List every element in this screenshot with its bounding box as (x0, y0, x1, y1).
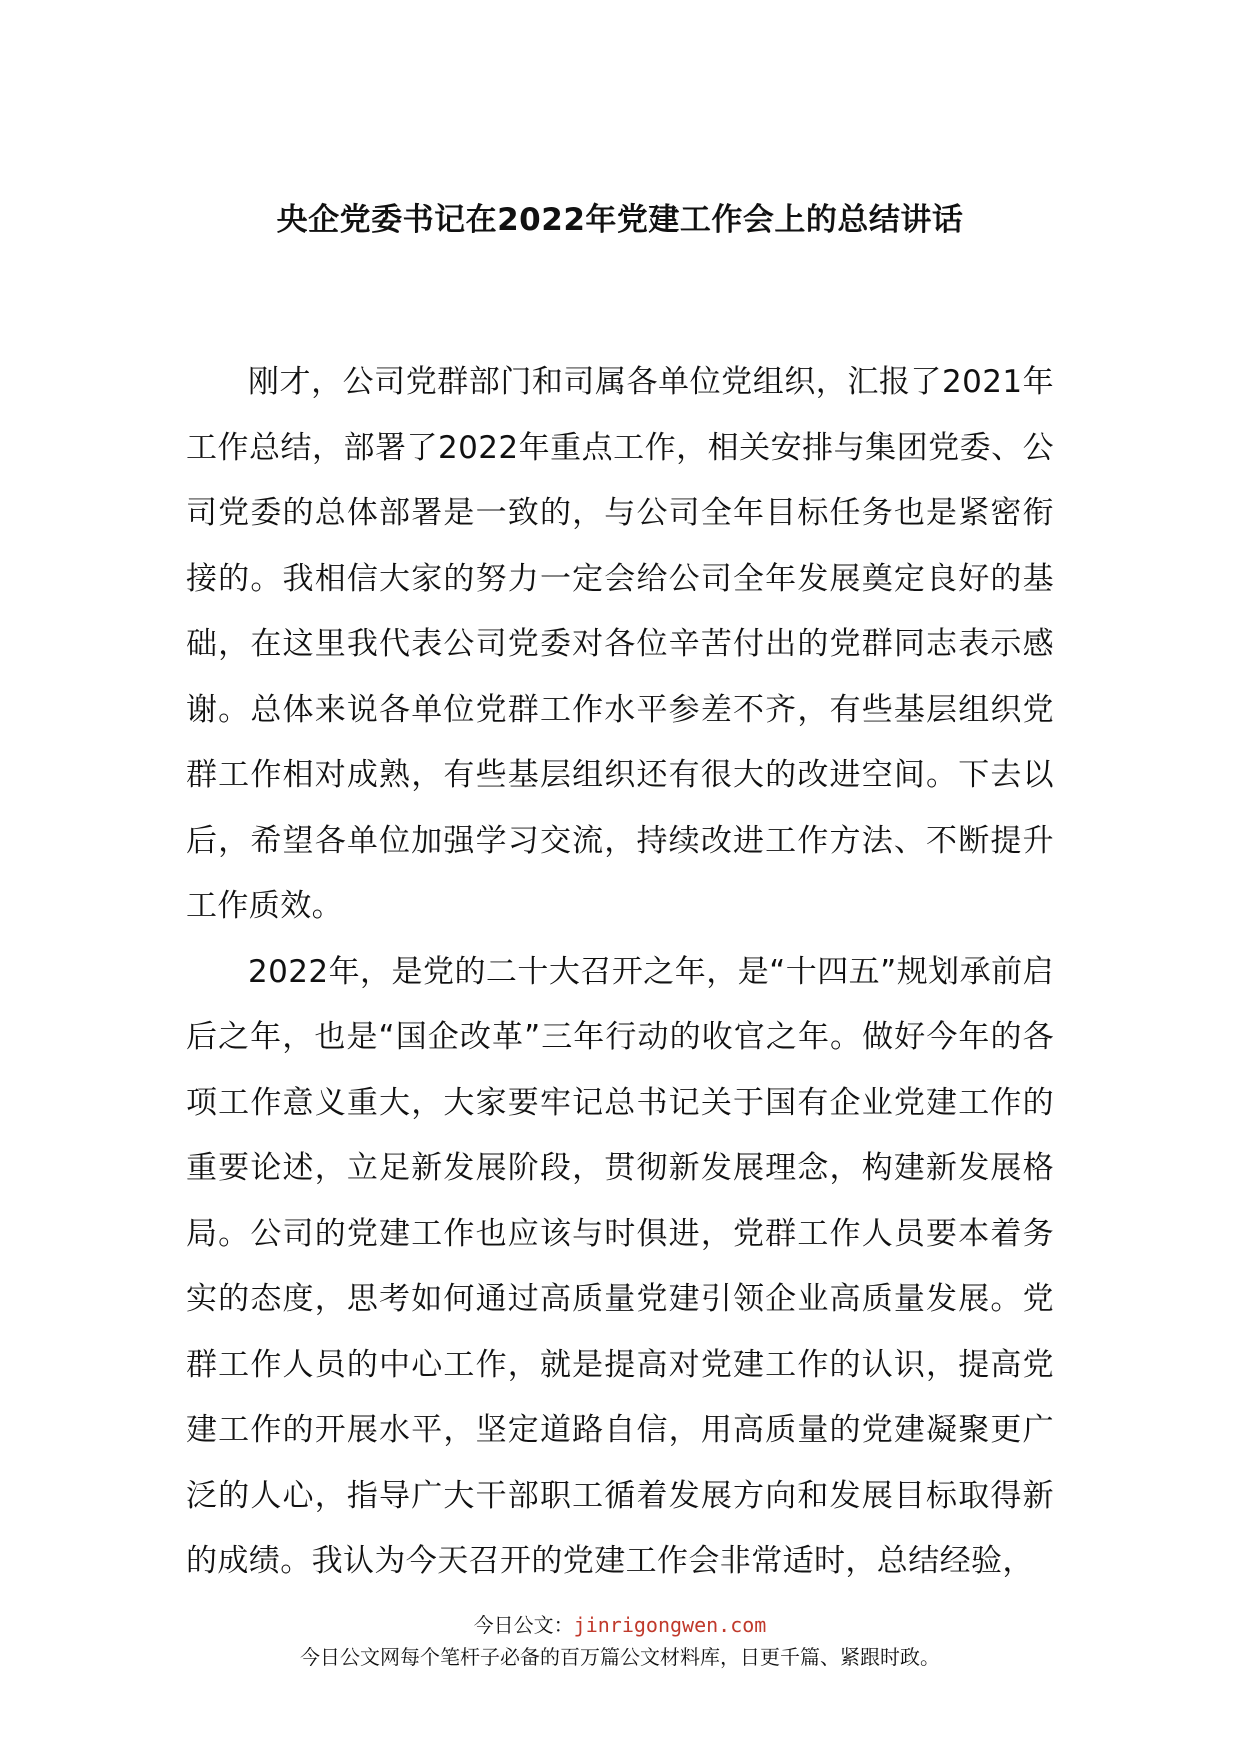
footer-source-label: 今日公文： (473, 1613, 574, 1637)
document-body (186, 350, 1054, 1595)
document-title: 央企党委书记在2022年党建工作会上的总结讲话 (276, 202, 964, 238)
paragraph-2: 2022年，是党的二十大召开之年，是“十四五”规划承前启后之年，也是“国企改革”三年行动的收官之年。做好今年的各项工作意义重大，大家要牢记总书记关于国有企业党建工作的重要论述，立足新发展阶段，贯彻新发展理念，构建新发展格局。公司的党建工作也应该与时俱进，党群工作人员要本着务实的态度，思考如何通过高质量党建引领企业高质量发展。党群工作人员的中心工作，就是提高对党建工作的认识，提高党建工作的开展水平，坚定道路自信，用高质量的党建凝聚更广泛的人心，指导广大干部职工循着发展方向和发展目标取得新的成绩。我认为今天召开的党建工作会非常适时，总结经验， (186, 953, 1054, 1579)
footer-source-link[interactable]: jinrigongwen.com (573, 1613, 767, 1637)
footer-slogan: 今日公文网每个笔杆子必备的百万篇公文材料库，日更千篇、紧跟时政。 (300, 1645, 940, 1669)
paragraph-1: 刚才，公司党群部门和司属各单位党组织，汇报了2021年工作总结，部署了2022年重点工作，相关安排与集团党委、公司党委的总体部署是一致的，与公司全年目标任务也是紧密衔接的。我相信大家的努力一定会给公司全年发展奠定良好的基础，在这里我代表公司党委对各位辛苦付出的党群同志表示感谢。总体来说各单位党群工作水平参差不齐，有些基层组织党群工作相对成熟，有些基层组织还有很大的改进空间。下去以后，希望各单位加强学习交流，持续改进工作方法、不断提升工作质效。 (186, 364, 1054, 924)
footer-source (0, 1612, 1240, 1638)
